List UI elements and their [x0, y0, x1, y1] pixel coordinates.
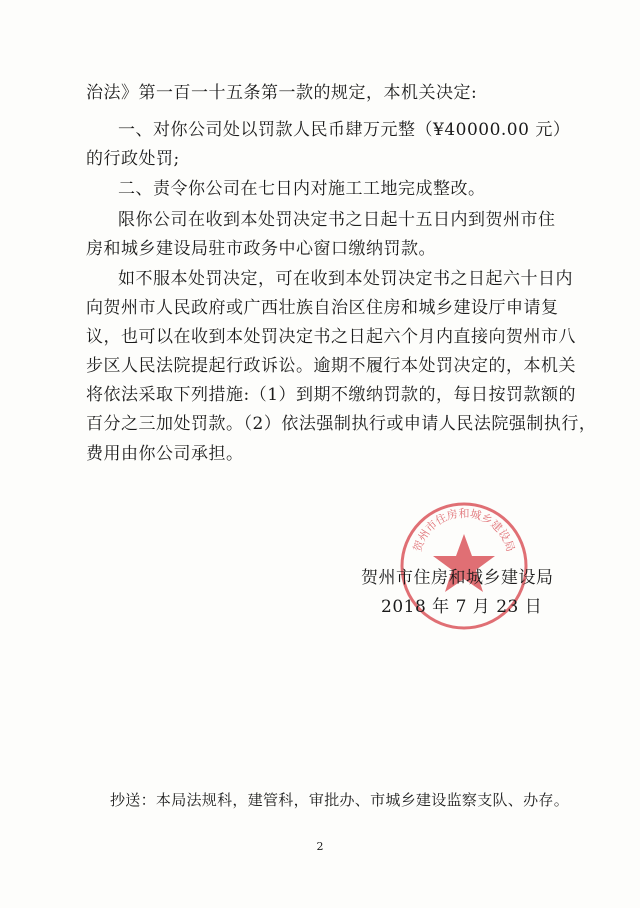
page-number: 2 [316, 840, 324, 853]
signing-organization: 贺州市住房和城乡建设局 [361, 568, 554, 588]
body-line: 一、对你公司处以罚款人民币肆万元整（¥40000.00 元） [118, 120, 571, 140]
body-line: 百分之三加处罚款。（2）依法强制执行或申请人民法院强制执行， [86, 414, 597, 434]
body-line: 如不服本处罚决定，可在收到本处罚决定书之日起六十日内 [118, 269, 573, 289]
body-line: 议，也可以在收到本处罚决定书之日起六个月内直接向贺州市八 [86, 327, 576, 347]
body-line: 将依法采取下列措施:（1）到期不缴纳罚款的，每日按罚款额的 [86, 385, 577, 405]
body-line: 二、责令你公司在七日内对施工工地完成整改。 [118, 179, 486, 199]
body-line: 费用由你公司承担。 [86, 444, 244, 464]
body-line: 房和城乡建设局驻市政务中心窗口缴纳罚款。 [86, 239, 436, 259]
seal-ring-text: 贺州市住房和城乡建设局 [410, 506, 518, 554]
signing-date: 2018 年 7 月 23 日 [381, 597, 543, 617]
body-line: 的行政处罚; [86, 149, 180, 169]
body-line: 向贺州市人民政府或广西壮族自治区住房和城乡建设厅申请复 [86, 298, 559, 318]
body-line: 治法》第一百一十五条第一款的规定，本机关决定: [86, 83, 478, 103]
cc-line: 抄送：本局法规科，建管科，审批办、市城乡建设监察支队、办存。 [110, 791, 570, 809]
body-line: 步区人民法院提起行政诉讼。逾期不履行本处罚决定的，本机关 [86, 356, 576, 376]
body-line: 限你公司在收到本处罚决定书之日起十五日内到贺州市住 [118, 210, 556, 230]
